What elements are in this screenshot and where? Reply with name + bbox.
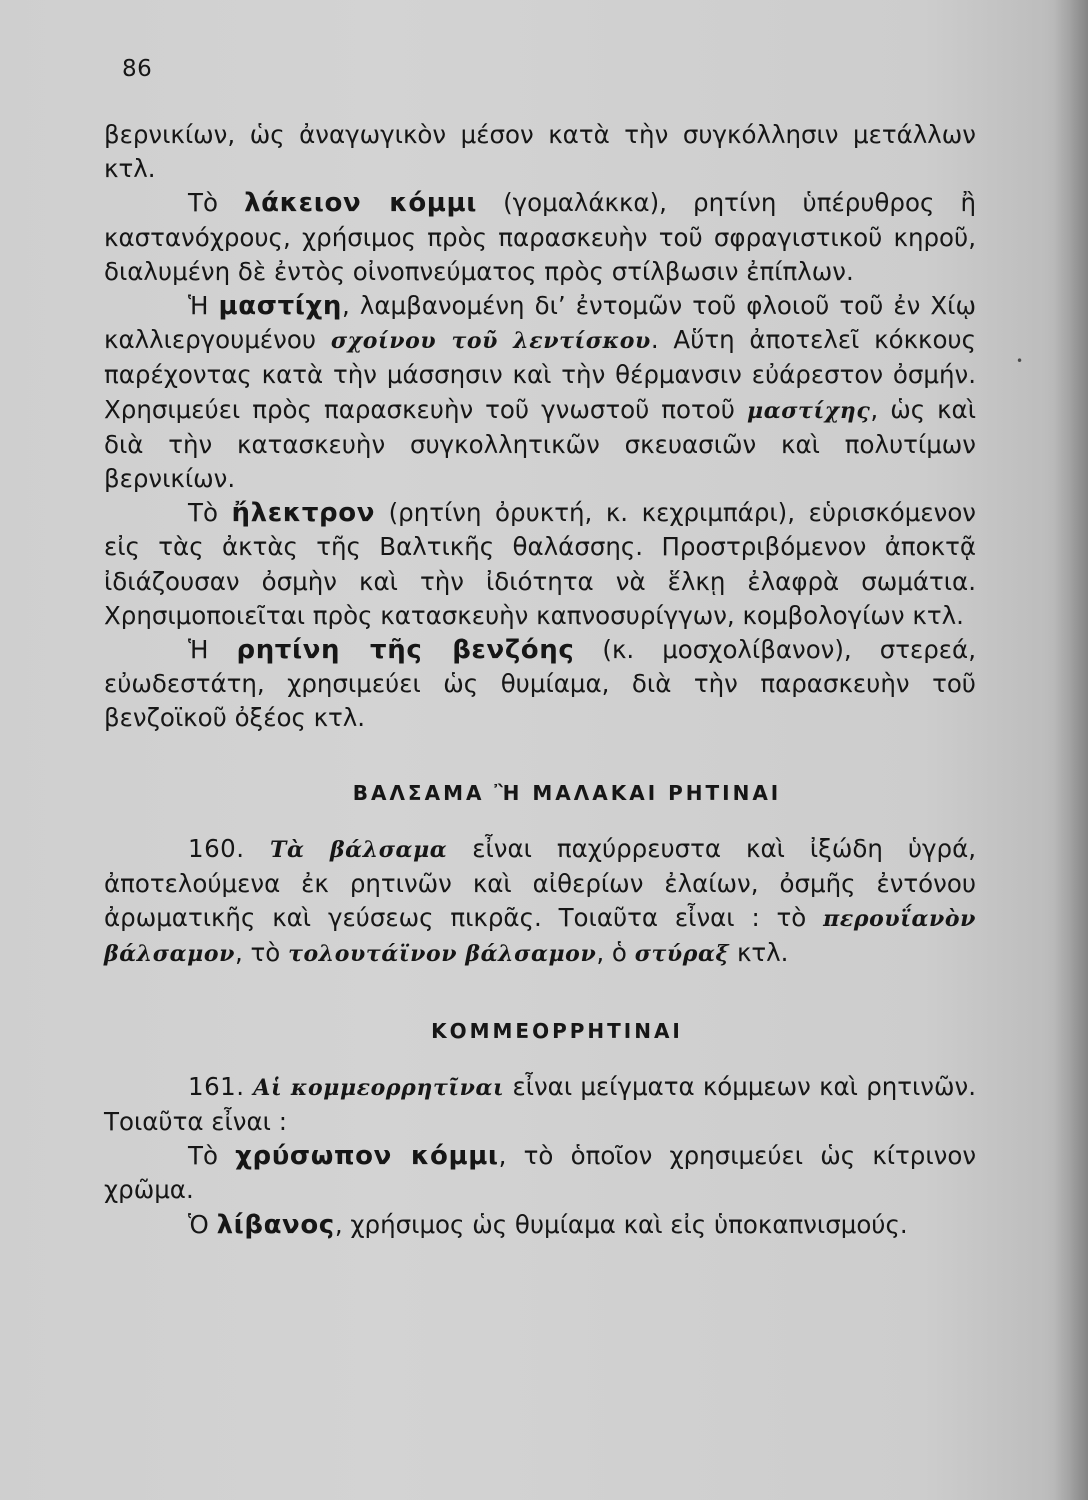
bold-term: ἤλεκτρον — [231, 498, 376, 529]
text-run: Τὸ — [188, 1141, 236, 1171]
text-run: , τὸ ὁποῖον χρησιμεύει ὡς κίτρινον χρῶμα. — [104, 1141, 976, 1205]
text-run: Ἡ — [188, 635, 237, 665]
text-run: εἶναι παχύρρευστα καὶ ἰξώδη ὑγρά, ἀποτελούμενα ἐκ ρητινῶν καὶ αἰθερίων ἐλαίων, ὀσμῆς ἐντόνου ἀρωματικῆς καὶ γεύσεως πικρᾶς. Τοιαῦτα εἶναι : τὸ — [104, 833, 977, 933]
paragraph-amber — [104, 496, 976, 633]
margin-dot: • — [1016, 354, 1024, 368]
text-run: Ἡ — [188, 291, 219, 321]
paragraph-varnish-end — [104, 118, 976, 186]
section-number: 160. — [188, 833, 271, 863]
text-run: κτλ. — [729, 938, 789, 968]
italic-term: Αἱ κομμεορρητῖναι — [253, 1074, 505, 1101]
bold-term: χρύσωπον κόμμι — [235, 1141, 499, 1172]
italic-term: σχοίνου τοῦ λεντίσκου — [330, 328, 651, 355]
text-run: (γομαλάκκα), ρητίνη ὑπέρυθρος ἢ καστανόχρους, χρήσιμος πρὸς παρασκευὴν τοῦ σφραγιστικοῦ κηροῦ, διαλυμένη δὲ ἐντὸς οἰνοπνεύματος πρὸς στίλβωσιν ἐπίπλων. — [104, 188, 976, 286]
italic-term: στύραξ — [634, 941, 730, 968]
bold-term: μαστίχη — [218, 291, 342, 322]
bold-term: λάκειον κόμμι — [244, 188, 477, 219]
italic-term: μαστίχης — [747, 397, 871, 424]
text-run: Τὸ — [188, 498, 232, 528]
text-run: Τὸ — [188, 188, 245, 218]
section-heading-balsams: ΒΑΛΣΑΜΑ Ἢ ΜΑΛΑΚΑΙ ΡΗΤΙΝΑΙ — [352, 780, 782, 805]
page-body — [104, 118, 976, 1242]
text-run: , λαμβανομένη δι’ ἐντομῶν τοῦ φλοιοῦ τοῦ ἐν Χίῳ καλλιεργουμένου — [104, 291, 976, 355]
paragraph-mastic — [104, 289, 976, 496]
italic-term: περουΐανὸν βάλσαμον — [104, 906, 976, 968]
paragraph-160-balsams — [104, 832, 976, 972]
paragraph-frankincense — [104, 1208, 976, 1242]
italic-term: Τὰ βάλσαμα — [270, 836, 448, 863]
paragraph-gamboge — [104, 1139, 976, 1207]
paragraph-benzoin — [104, 633, 976, 736]
italic-term: τολουτάϊνον βάλσαμον — [288, 941, 597, 968]
text-run: (κ. μοσχολίβανον), στερεά, εὐωδεστάτη, χρησιμεύει ὡς θυμίαμα, διὰ τὴν παρασκευὴν τοῦ βενζοϊκοῦ ὀξέος κτλ. — [104, 635, 976, 733]
bold-term: ρητίνη τῆς βενζόης — [236, 635, 575, 666]
text-run: , ὁ — [596, 938, 635, 968]
text-run: βερνικίων, ὡς ἀναγωγικὸν μέσον κατὰ τὴν συγκόλλησιν μετάλλων κτλ. — [104, 120, 976, 184]
page-number: 86 — [122, 56, 153, 82]
text-run: (ρητίνη ὀρυκτή, κ. κεχριμπάρι), εὑρισκόμενον εἰς τὰς ἀκτὰς τῆς Βαλτικῆς θαλάσσης. Προστριβόμενον ἀποκτᾷ ἰδιάζουσαν ὀσμὴν καὶ τὴν ἰδιότητα νὰ ἕλκῃ ἐλαφρὰ σωμάτια. Χρησιμοποιεῖται πρὸς κατασκευὴν καπνοσυρίγγων, κομβολογίων κτλ. — [104, 498, 976, 630]
paragraph-shellac — [104, 186, 976, 289]
text-run: , χρήσιμος ὡς θυμίαμα καὶ εἰς ὑποκαπνισμούς. — [334, 1209, 908, 1239]
text-run: Ὁ — [188, 1209, 217, 1239]
bold-term: λίβανος — [216, 1209, 335, 1240]
text-run: . Αὕτη ἀποτελεῖ κόκκους παρέχοντας κατὰ τὴν μάσσησιν καὶ τὴν θέρμανσιν εὐάρεστον ὀσμήν. Χρησιμεύει πρὸς παρασκευὴν τοῦ γνωστοῦ ποτοῦ — [104, 325, 976, 424]
section-number: 161. — [188, 1071, 254, 1101]
text-run: , τὸ — [234, 938, 289, 968]
page-edge-shadow — [1054, 0, 1088, 1500]
text-run: εἶναι μείγματα κόμμεων καὶ ρητινῶν. Τοιαῦτα εἶναι : — [104, 1071, 976, 1137]
text-run: , ὡς καὶ διὰ τὴν κατασκευὴν συγκολλητικῶν σκευασιῶν καὶ πολυτίμων βερνικίων. — [104, 394, 976, 494]
section-heading-gum-resins: ΚΟΜΜΕΟΡΡΗΤΙΝΑΙ — [431, 1018, 683, 1043]
paragraph-161-gum-resins — [104, 1070, 976, 1139]
